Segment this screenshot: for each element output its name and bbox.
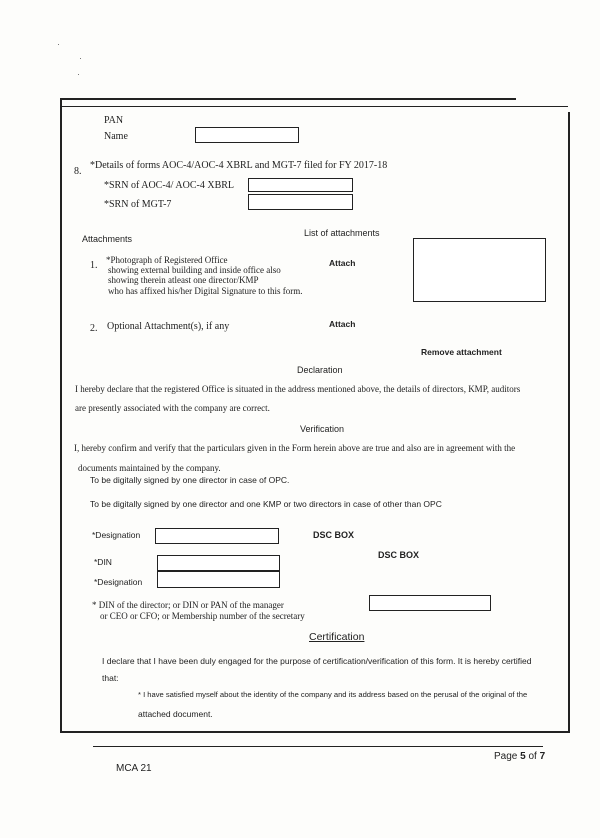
certification-line-2: that: (102, 673, 119, 683)
srn-aoc4-label: *SRN of AOC-4/ AOC-4 XBRL (104, 180, 235, 191)
attachment-1-line-4: who has affixed his/her Digital Signature to this form. (108, 286, 303, 296)
non-opc-signing-note: To be digitally signed by one director and one KMP or two directors in case of other than OPC (90, 499, 442, 509)
certification-line-1: I declare that I have been duly engaged for the purpose of certification/verification of this form. It is hereby certified (102, 656, 532, 666)
page-of: of (525, 751, 540, 762)
srn-mgt7-field[interactable] (248, 194, 353, 210)
din-note-line-2: or CEO or CFO; or Membership number of the secretary (100, 611, 305, 621)
form-left-border (60, 98, 62, 733)
srn-mgt7-label: *SRN of MGT-7 (104, 199, 172, 210)
attachment-1-line-3: showing therein atleast one director/KMP (108, 275, 259, 285)
name-field[interactable] (195, 127, 299, 143)
footer-divider (93, 746, 543, 747)
srn-aoc4-field[interactable] (248, 178, 353, 192)
section-8-title: *Details of forms AOC-4/AOC-4 XBRL and MGT-7 filed for FY 2017-18 (90, 160, 388, 171)
attachment-1-line-1: *Photograph of Registered Office (106, 255, 228, 265)
page-prefix: Page (494, 751, 521, 762)
scan-speck (58, 44, 59, 45)
din-field[interactable] (157, 555, 280, 571)
verification-line-2: documents maintained by the company. (78, 463, 221, 473)
declaration-line-1: I hereby declare that the registered Office is situated in the address mentioned above, the details of directors, KMP, auditors (75, 384, 521, 394)
footer-form-name: MCA 21 (116, 763, 152, 774)
certification-bullet-line-2: attached document. (138, 709, 213, 719)
remove-attachment-button[interactable]: Remove attachment (421, 347, 502, 357)
name-label: Name (104, 131, 128, 142)
designation-2-field[interactable] (157, 571, 280, 588)
attach-button-1[interactable]: Attach (329, 258, 356, 268)
dsc-box-2[interactable]: DSC BOX (378, 550, 420, 560)
pan-label: PAN (104, 115, 124, 126)
attachment-2-number: 2. (90, 323, 98, 334)
dsc-box-1[interactable]: DSC BOX (313, 530, 355, 540)
attach-button-2[interactable]: Attach (329, 319, 356, 329)
attachments-list-box[interactable] (413, 238, 546, 302)
din-pan-membership-field[interactable] (369, 595, 491, 611)
page-current: 5 (520, 751, 526, 762)
designation-1-label: *Designation (92, 530, 141, 540)
din-note-line-1: * DIN of the director; or DIN or PAN of the manager (92, 600, 284, 610)
form-top-border (60, 98, 516, 100)
form-bottom-border (61, 731, 570, 733)
designation-1-field[interactable] (155, 528, 279, 544)
certification-heading: Certification (309, 631, 365, 643)
din-label: *DIN (94, 557, 112, 567)
page-number (494, 751, 545, 762)
declaration-heading: Declaration (297, 365, 343, 375)
verification-line-1: I, hereby confirm and verify that the particulars given in the Form herein above are true and also are in agreement with the (74, 443, 516, 453)
attachment-1-line-2: showing external building and inside office also (108, 265, 281, 275)
attachment-1-number: 1. (90, 260, 98, 271)
scan-speck (78, 74, 79, 75)
page-total: 7 (539, 751, 546, 762)
designation-2-label: *Designation (94, 577, 143, 587)
declaration-line-2: are presently associated with the company are correct. (75, 403, 270, 413)
verification-heading: Verification (300, 424, 345, 434)
form-right-border (568, 112, 570, 732)
attachment-2-label: Optional Attachment(s), if any (107, 321, 230, 332)
scan-speck (80, 58, 81, 59)
section-8-number: 8. (74, 166, 82, 177)
form-inner-top-line (62, 106, 568, 107)
attachments-heading: Attachments (82, 234, 133, 244)
list-of-attachments-heading: List of attachments (304, 228, 380, 238)
opc-signing-note: To be digitally signed by one director in case of OPC. (90, 475, 290, 485)
certification-bullet-line-1: * I have satisfied myself about the identity of the company and its address based on the perusal of the original of the (138, 690, 528, 699)
